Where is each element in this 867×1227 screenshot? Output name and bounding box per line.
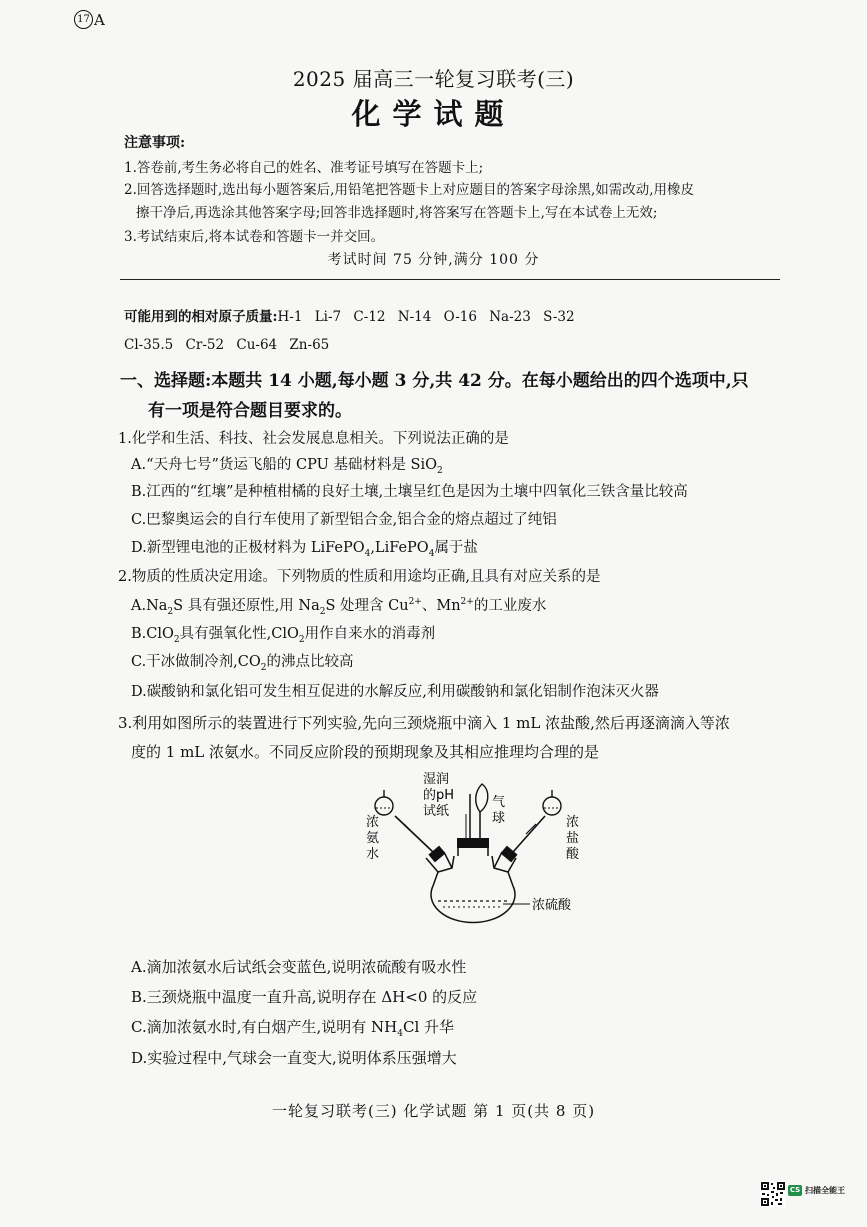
page-footer: 一轮复习联考(三) 化学试题 第 1 页(共 8 页)	[271, 1102, 596, 1120]
q3-option-d: D.实验过程中,气球会一直变大,说明体系压强增大	[131, 1049, 457, 1067]
qr-code-icon	[760, 1181, 786, 1207]
cs-logo-icon: CS	[789, 1186, 801, 1194]
q2-option-d: D.碳酸钠和氯化铝可发生相互促进的水解反应,利用碳酸钠和氯化铝制作泡沫灭火器	[131, 684, 659, 700]
apparatus-figure	[340, 768, 590, 953]
section-heading-cont: 有一项是符合题目要求的。	[148, 401, 352, 421]
q1-option-a: A.“天舟七号”货运飞船的 CPU 基础材料是 SiO$_2$	[131, 457, 443, 476]
label-ammonia-3: 水	[366, 847, 380, 862]
label-ph-2: 的pH	[423, 788, 455, 803]
corner-mark	[74, 10, 105, 29]
notice-heading: 注意事项:	[124, 135, 186, 151]
divider	[120, 279, 780, 280]
q2-option-c: C.干冰做制冷剂$,CO_2$的沸点比较高	[131, 654, 354, 673]
q2-option-b: B.ClO$_2$具有强氧化性,ClO$_2$用作自来水的消毒剂	[131, 626, 436, 645]
q3-option-c: C.滴加浓氨水时,有白烟产生,说明有 $NH_4Cl$ 升华	[131, 1018, 455, 1039]
notice-item-2-cont: 擦干净后,再选涂其他答案字母;回答非选择题时,将答案写在答题卡上,写在本试卷上无效;	[136, 205, 658, 221]
corner-number: 17	[74, 10, 93, 29]
label-hcl-3: 酸	[566, 847, 580, 862]
balloon	[476, 784, 488, 812]
subject-title: 化学试题	[351, 97, 516, 131]
label-hcl-2: 盐	[566, 831, 580, 846]
exam-title: 2025 届高三一轮复习联考(三)	[292, 67, 575, 91]
notice-item-1: 1.答卷前,考生务必将自己的姓名、准考证号填写在答题卡上;	[124, 160, 484, 176]
left-stopper	[428, 846, 445, 863]
label-balloon-2: 球	[492, 811, 506, 826]
flask-body	[431, 886, 515, 923]
label-ammonia-2: 氨	[366, 831, 380, 846]
label-ph-1: 湿润	[423, 772, 450, 787]
q1-stem: 1.化学和生活、科技、社会发展息息相关。下列说法正确的是	[118, 431, 509, 447]
q3-stem-2: 度的 1 mL 浓氨水。不同反应阶段的预期现象及其相应推理均合理的是	[131, 743, 600, 761]
q3-option-a: A.滴加浓氨水后试纸会变蓝色,说明浓硫酸有吸水性	[131, 958, 467, 976]
label-ammonia-1: 浓	[366, 815, 380, 830]
label-hcl-1: 浓	[566, 815, 580, 830]
notice-item-2: 2.回答选择题时,选出每小题答案后,用铅笔把答题卡上对应题目的答案字母涂黑,如需改动,用橡皮	[124, 182, 695, 198]
q1-option-b: B.江西的“红壤”是种植柑橘的良好土壤,土壤呈红色是因为土壤中四氧化三铁含量比较高	[131, 484, 688, 500]
q1-option-c: C.巴黎奥运会的自行车使用了新型铝合金,铝合金的熔点超过了纯铝	[131, 512, 557, 528]
scanner-badge	[788, 1185, 845, 1196]
q1-option-d: D.新型锂电池的正极材料为 LiFePO$_4$,LiFePO$_4$属于盐	[131, 540, 478, 559]
hcl-funnel	[543, 797, 561, 815]
ammonia-funnel	[375, 797, 393, 815]
notice-item-3: 3.考试结束后,将本试卷和答题卡一并交回。	[124, 229, 385, 245]
center-stopper	[457, 838, 489, 848]
label-balloon-1: 气	[492, 795, 506, 810]
q2-stem: 2.物质的性质决定用途。下列物质的性质和用途均正确,且具有对应关系的是	[118, 569, 601, 585]
exam-time: 考试时间 75 分钟,满分 100 分	[327, 252, 540, 268]
scanner-name: 扫描全能王	[805, 1186, 845, 1195]
atomic-masses-line-1	[124, 305, 575, 325]
q2-option-a: $A.Na_2S$ 具有强还原性,用 $Na_2S$ 处理含 $Cu^{2+}$、$Mn^{2+}$的工业废水	[131, 597, 547, 617]
atomic-masses-values-1: H-1 Li-7 C-12 N-14 O-16 Na-23 S-32	[277, 309, 575, 325]
atomic-masses-line-2: Cl-35.5 Cr-52 Cu-64 Zn-65	[124, 337, 330, 353]
q3-option-b: B.三颈烧瓶中温度一直升高,说明存在 ΔH<0 的反应	[131, 988, 478, 1006]
atomic-masses-label: 可能用到的相对原子质量:	[124, 309, 278, 325]
label-sulfuric-acid: 浓硫酸	[532, 898, 572, 913]
corner-letter: A	[94, 10, 105, 29]
q3-stem-1: 3.利用如图所示的装置进行下列实验,先向三颈烧瓶中滴入 1 mL 浓盐酸,然后再逐滴滴入等浓	[118, 714, 730, 732]
section-heading: 一、选择题:本题共 14 小题,每小题 3 分,共 42 分。在每小题给出的四个选项中,只	[120, 371, 749, 391]
label-ph-3: 试纸	[423, 804, 450, 819]
